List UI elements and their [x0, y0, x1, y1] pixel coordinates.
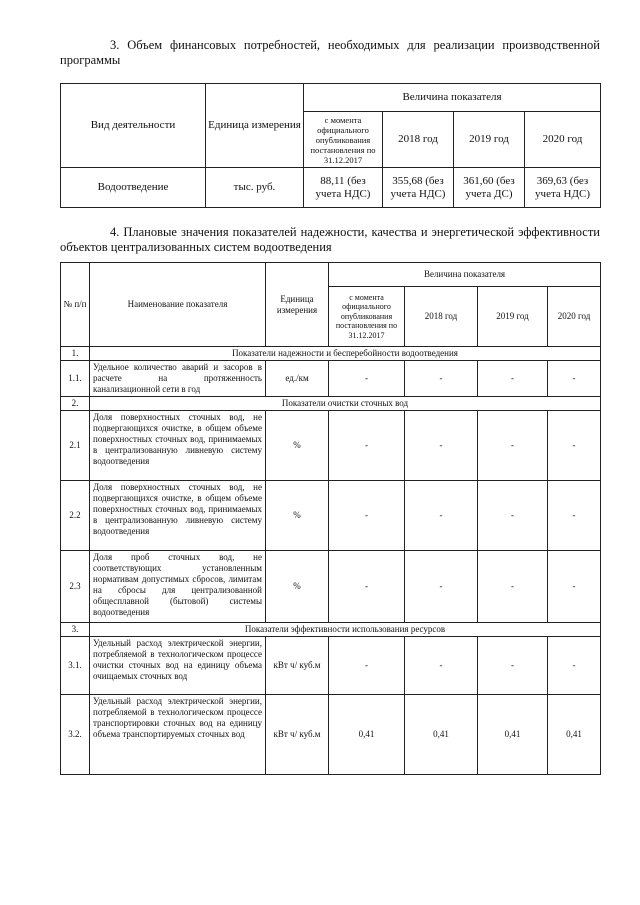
row-value: - — [329, 551, 405, 623]
header-2020: 2020 год — [525, 112, 601, 168]
row-num: 3.2. — [61, 695, 90, 775]
section-label: Показатели надежности и бесперебойности водоотведения — [90, 347, 601, 361]
row-unit: % — [266, 411, 329, 481]
header-value: Величина показателя — [329, 263, 601, 287]
header-unit: Единица измерения — [266, 263, 329, 347]
row-value: - — [548, 551, 601, 623]
row-value: - — [548, 481, 601, 551]
row-value: - — [548, 637, 601, 695]
row-value: - — [478, 361, 548, 397]
table-row — [61, 637, 601, 695]
row-value: - — [405, 551, 478, 623]
header-2018: 2018 год — [405, 287, 478, 347]
row-num: 1. — [61, 347, 90, 361]
table-row — [61, 481, 601, 551]
row-name: Доля поверхностных сточных вод, не подвергающихся очистке, в общем объеме поверхностных сточных вод, принимаемых в централизованную ливневую систему водоотведения — [90, 481, 266, 551]
row-value: - — [329, 361, 405, 397]
section4-title: 4. Плановые значения показателей надежности, качества и энергетической эффективности объектов централизованных систем водоотведения — [60, 225, 600, 254]
header-since: с момента официального опубликования постановления по 31.12.2017 — [304, 112, 383, 168]
row-value: - — [405, 481, 478, 551]
row-value: - — [405, 361, 478, 397]
header-2018: 2018 год — [383, 112, 454, 168]
header-2019: 2019 год — [478, 287, 548, 347]
financial-needs-table — [60, 83, 601, 208]
section-label: Показатели очистки сточных вод — [90, 397, 601, 411]
row-num: 3. — [61, 623, 90, 637]
row-value: - — [478, 481, 548, 551]
indicators-table — [60, 262, 601, 775]
header-activity: Вид деятельности — [61, 84, 206, 168]
row-name: Удельный расход электрической энергии, потребляемой в технологическом процессе очистки сточных вод на единицу объема очищаемых сточных вод — [90, 637, 266, 695]
header-value: Величина показателя — [304, 84, 601, 112]
section3-title: 3. Объем финансовых потребностей, необходимых для реализации производственной программы — [60, 38, 600, 67]
row-num: 3.1. — [61, 637, 90, 695]
row-value: - — [329, 411, 405, 481]
header-name: Наименование показателя — [90, 263, 266, 347]
header-2020: 2020 год — [548, 287, 601, 347]
header-2019: 2019 год — [454, 112, 525, 168]
row-unit: кВт ч/ куб.м — [266, 695, 329, 775]
row-num: 2. — [61, 397, 90, 411]
section-row — [61, 347, 601, 361]
row-unit: ед./км — [266, 361, 329, 397]
row-unit: кВт ч/ куб.м — [266, 637, 329, 695]
table-row — [61, 411, 601, 481]
header-unit: Единица измерения — [206, 84, 304, 168]
header-since: с момента официального опубликования постановления по 31.12.2017 — [329, 287, 405, 347]
row-unit: % — [266, 481, 329, 551]
section-row — [61, 397, 601, 411]
row-activity: Водоотведение — [61, 168, 206, 208]
row-name: Доля проб сточных вод, не соответствующих установленным нормативам допустимых сбросов, лимитам на сбросы для централизованной общесплавной (бытовой) системы водоотведения — [90, 551, 266, 623]
row-value: - — [478, 637, 548, 695]
row-value: - — [548, 361, 601, 397]
section-row — [61, 623, 601, 637]
row-num: 1.1. — [61, 361, 90, 397]
row-value: - — [405, 637, 478, 695]
row-value: 0,41 — [405, 695, 478, 775]
row-unit: % — [266, 551, 329, 623]
row-num: 2.3 — [61, 551, 90, 623]
row-value: 0,41 — [478, 695, 548, 775]
row-value: - — [329, 481, 405, 551]
row-value: - — [329, 637, 405, 695]
row-value: - — [478, 551, 548, 623]
row-value: - — [405, 411, 478, 481]
row-value: 88,11 (без учета НДС) — [304, 168, 383, 208]
header-num: № п/п — [61, 263, 90, 347]
row-value: 355,68 (без учета НДС) — [383, 168, 454, 208]
row-value: - — [478, 411, 548, 481]
row-name: Доля поверхностных сточных вод, не подвергающихся очистке, в общем объеме поверхностных сточных вод, принимаемых в централизованную ливневую систему водоотведения — [90, 411, 266, 481]
row-value: - — [548, 411, 601, 481]
row-name: Удельный расход электрической энергии, потребляемой в технологическом процессе транспортировки сточных вод на единицу объема транспортируемых сточных вод — [90, 695, 266, 775]
row-num: 2.1 — [61, 411, 90, 481]
table-row — [61, 695, 601, 775]
row-name: Удельное количество аварий и засоров в расчете на протяженность канализационной сети в год — [90, 361, 266, 397]
row-unit: тыс. руб. — [206, 168, 304, 208]
section-label: Показатели эффективности использования ресурсов — [90, 623, 601, 637]
row-num: 2.2 — [61, 481, 90, 551]
row-value: 369,63 (без учета НДС) — [525, 168, 601, 208]
table-row — [61, 551, 601, 623]
row-value: 361,60 (без учета ДС) — [454, 168, 525, 208]
row-value: 0,41 — [329, 695, 405, 775]
row-value: 0,41 — [548, 695, 601, 775]
table-row — [61, 361, 601, 397]
